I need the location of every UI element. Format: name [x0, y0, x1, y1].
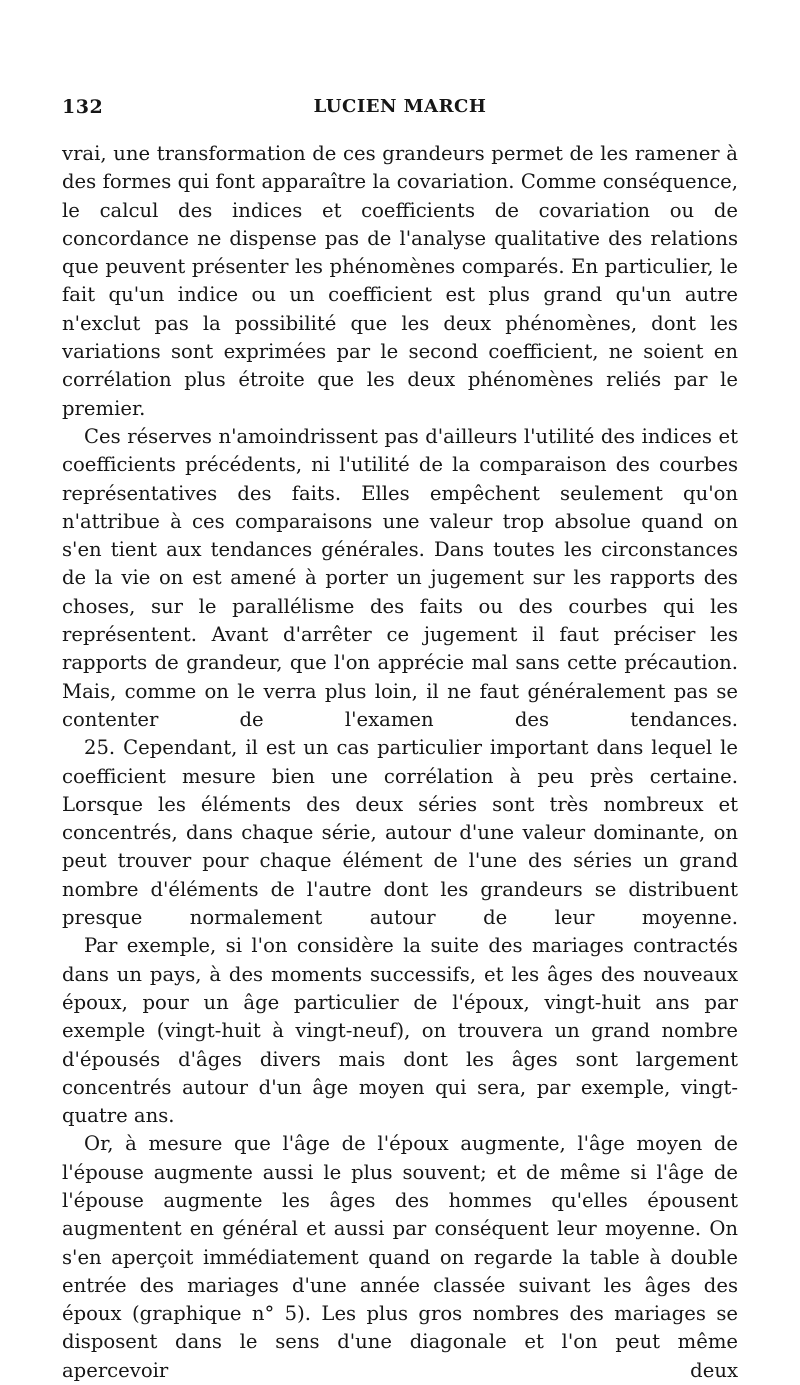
book-page — [62, 96, 738, 1385]
paragraph: Or, à mesure que l'âge de l'époux augmente, l'âge moyen de l'épouse augmente aussi le plus souvent; et de même si l'âge de l'épouse augmente les âges des hommes qu'elles épousent augmentent en général et aussi par conséquent leur moyenne. On s'en aperçoit immédiatement quand on regarde la table à double entrée des mariages d'une année classée suivant les âges des époux (graphique n° 5). Les plus gros nombres des mariages se disposent dans le sens d'une diagonale et l'on peut même apercevoir deux — [62, 1132, 738, 1382]
page-header — [62, 96, 738, 126]
body-text — [62, 140, 738, 1385]
paragraph: Par exemple, si l'on considère la suite des mariages contractés dans un pays, à des moments successifs, et les âges des nouveaux époux, pour un âge particulier de l'époux, vingt-huit ans par exemple (vingt-huit à vingt-neuf), on trouvera un grand nombre d'épousés d'âges divers mais dont les âges sont largement concentrés autour d'un âge moyen qui sera, par exemple, vingt-quatre ans. — [62, 934, 738, 1128]
running-head: LUCIEN MARCH — [313, 96, 487, 117]
paragraph: Ces réserves n'amoindrissent pas d'ailleurs l'utilité des indices et coefficients précédents, ni l'utilité de la comparaison des courbes représentatives des faits. Elles empêchent seulement qu'on n'attribue à ces comparaisons une valeur trop absolue quand on s'en tient aux tendances générales. Dans toutes les circonstances de la vie on est amené à porter un jugement sur les rapports des choses, sur le parallélisme des faits ou des courbes qui les représentent. Avant d'arrêter ce jugement il faut préciser les rapports de grandeur, que l'on apprécie mal sans cette précaution. Mais, comme on le verra plus loin, il ne faut généralement pas se contenter de l'examen des tendances. — [62, 424, 738, 731]
paragraph: vrai, une transformation de ces grandeurs permet de les ramener à des formes qui font apparaître la covariation. Comme conséquence, le calcul des indices et coefficients de covariation ou de concordance ne dispense pas de l'analyse qualitative des relations que peuvent présenter les phénomènes comparés. En particulier, le fait qu'un indice ou un coefficient est plus grand qu'un autre n'exclut pas la possibilité que les deux phénomènes, dont les variations sont exprimées par le second coefficient, ne soient en corrélation plus étroite que les deux phénomènes reliés par le premier. — [62, 142, 738, 420]
paragraph: 25. Cependant, il est un cas particulier important dans lequel le coefficient mesure bien une corrélation à peu près certaine. Lorsque les éléments des deux séries sont très nombreux et concentrés, dans chaque série, autour d'une valeur dominante, on peut trouver pour chaque élément de l'une des séries un grand nombre d'éléments de l'autre dont les grandeurs se distribuent presque normalement autour de leur moyenne. — [62, 736, 738, 930]
page-number: 132 — [62, 96, 104, 118]
